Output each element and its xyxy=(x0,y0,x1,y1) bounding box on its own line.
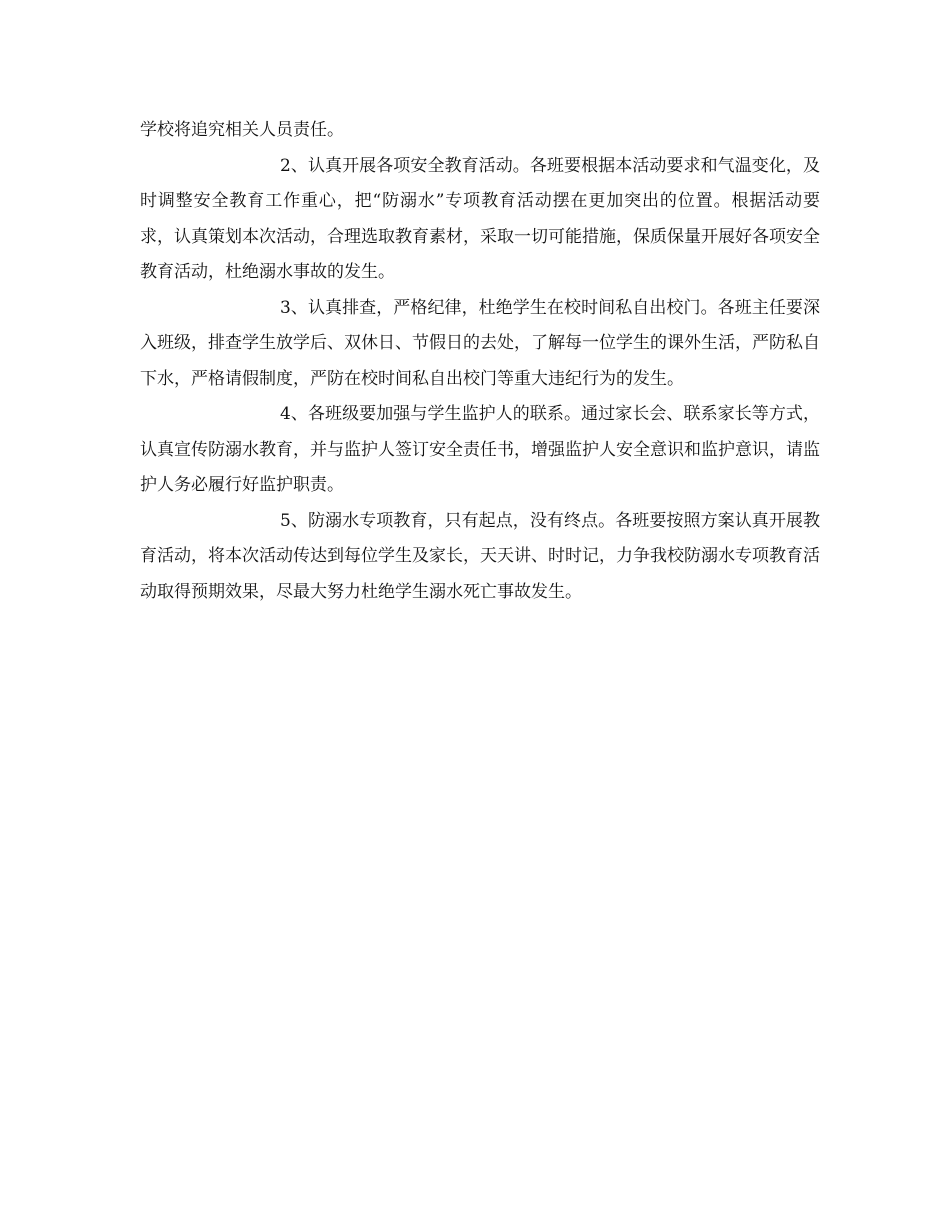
paragraph-item-2: 2、认真开展各项安全教育活动。各班要根据本活动要求和气温变化，及时调整安全教育工作重心，把“防溺水”专项教育活动摆在更加突出的位置。根据活动要求，认真策划本次活动，合理选取教育素材，采取一切可能措施，保质保量开展好各项安全教育活动，杜绝溺水事故的发生。 xyxy=(140,155,820,282)
paragraph-item-5: 5、防溺水专项教育，只有起点，没有终点。各班要按照方案认真开展教育活动，将本次活动传达到每位学生及家长，天天讲、时时记，力争我校防溺水专项教育活动取得预期效果，尽最大努力杜绝学生溺水死亡事故发生。 xyxy=(140,510,820,602)
paragraph-continuation: 学校将追究相关人员责任。 xyxy=(140,120,344,140)
paragraph-item-3: 3、认真排查，严格纪律，杜绝学生在校时间私自出校门。各班主任要深入班级，排查学生放学后、双休日、节假日的去处，了解每一位学生的课外生活，严防私自下水，严格请假制度，严防在校时间私自出校门等重大违纪行为的发生。 xyxy=(140,297,820,389)
paragraph-item-4: 4、各班级要加强与学生监护人的联系。通过家长会、联系家长等方式，认真宣传防溺水教育，并与监护人签订安全责任书，增强监护人安全意识和监护意识，请监护人务必履行好监护职责。 xyxy=(140,404,820,495)
document-body xyxy=(140,113,820,610)
